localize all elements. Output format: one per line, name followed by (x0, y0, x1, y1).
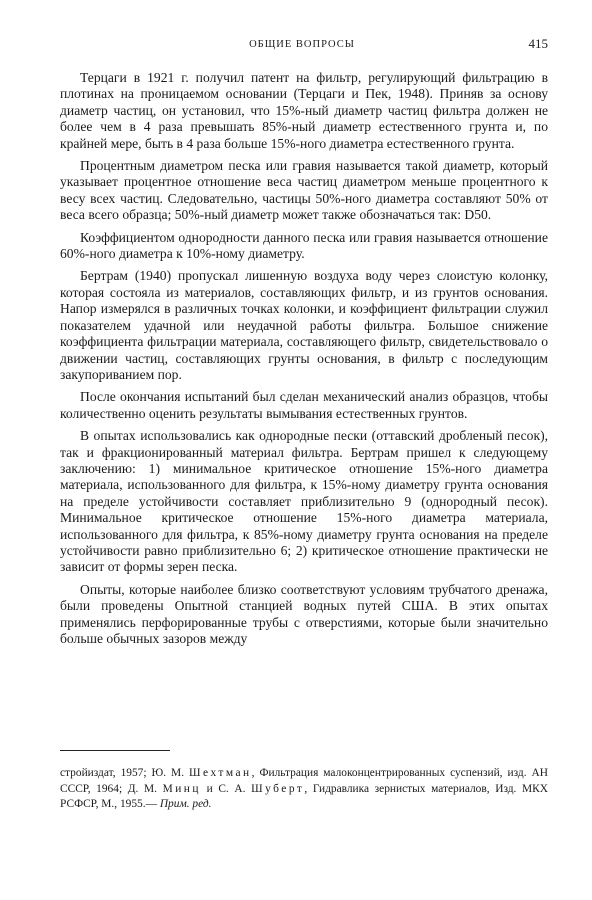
footnote-text: , Гидравлика зернистых материалов, Изд. МКХ РСФСР, М., 1955.— (60, 782, 548, 810)
page-number: 415 (528, 36, 548, 51)
paragraph: После окончания испытаний был сделан механический анализ образцов, чтобы количественно оценить результаты вымывания естественных грунтов. (60, 389, 548, 421)
footnote-author: Шуберт (251, 782, 305, 795)
page-header (56, 36, 548, 56)
paragraph: Процентным диаметром песка или гравия называется такой диаметр, который указывает процентное отношение веса частиц диаметром меньше процентного к весу всех частиц. Следовательно, частицы 50%-ного диаметра составляют 50% от веса всего образца; 50%-ный диаметр может также обозначаться так: D50. (60, 158, 548, 223)
footnote (60, 766, 548, 813)
paragraph: В опытах использовались как однородные пески (оттавский дробленый песок), так и фракционированный материал фильтра. Бертрам пришел к следующему заключению: 1) минимальное критическое отношение 15%-ного диаметра материала, использованного для фильтра, к 15%-ному диаметру грунта основания на пределе устойчивости составляет приблизительно 9 (однородный песок). Минимальное критическое отношение 15%-ного диаметра материала, использованного для фильтра, к 85%-ному диаметру грунта основания на пределе устойчивости равно приблизительно 6; 2) критическое отношение практически не зависит от формы зерен песка. (60, 428, 548, 575)
footnote-text: , Фильтрация малоконцентрированных суспензий, изд. АН СССР, 1964; Д. М. (60, 767, 548, 795)
paragraph: Опыты, которые наиболее близко соответствуют условиям трубчатого дренажа, были проведены Опытной станцией водных путей США. В этих опытах применялись перфорированные трубы с отверстиями, которые были значительно больше обычных зазоров между (60, 581, 548, 646)
running-head: ОБЩИЕ ВОПРОСЫ (249, 39, 355, 50)
paragraph: Терцаги в 1921 г. получил патент на фильтр, регулирующий фильтрацию в плотинах на проницаемом основании (Терцаги и Пек, 1948). Приняв за основу диаметр частиц, он установил, что 15%-ный диаметр частиц фильтра должен не более чем в 4 раза превышать 85%-ный диаметр естественного грунта и, по крайней мере, быть в 4 раза больше 15%-ного диаметра естественного грунта. (60, 70, 548, 151)
paragraph: Бертрам (1940) пропускал лишенную воздуха воду через слоистую колонку, которая состояла из материалов, составляющих фильтр, и из грунтов основания. Напор измерялся в различных точках колонки, и коэффициент фильтрации служил показателем удачной или неудачной работы фильтра. Большое снижение коэффициента фильтрации материала, составляющего фильтр, свидетельствовало о движении частиц, составляющих грунты основания, в фильтр с последующим закупориванием пор. (60, 268, 548, 382)
footnote-author: Шехтман (189, 767, 252, 779)
footnote-author: Минц (162, 782, 201, 795)
paragraph: Коэффициентом однородности данного песка или гравия называется отношение 60%-ного диаметра к 10%-ному диаметру. (60, 229, 548, 262)
footnote-text: стройиздат, 1957; Ю. М. (60, 767, 185, 779)
body-text (60, 70, 548, 653)
editor-note: Прим. ред. (159, 798, 212, 810)
footnote-text: и С. А. (201, 782, 246, 795)
footnote-rule (60, 750, 170, 751)
